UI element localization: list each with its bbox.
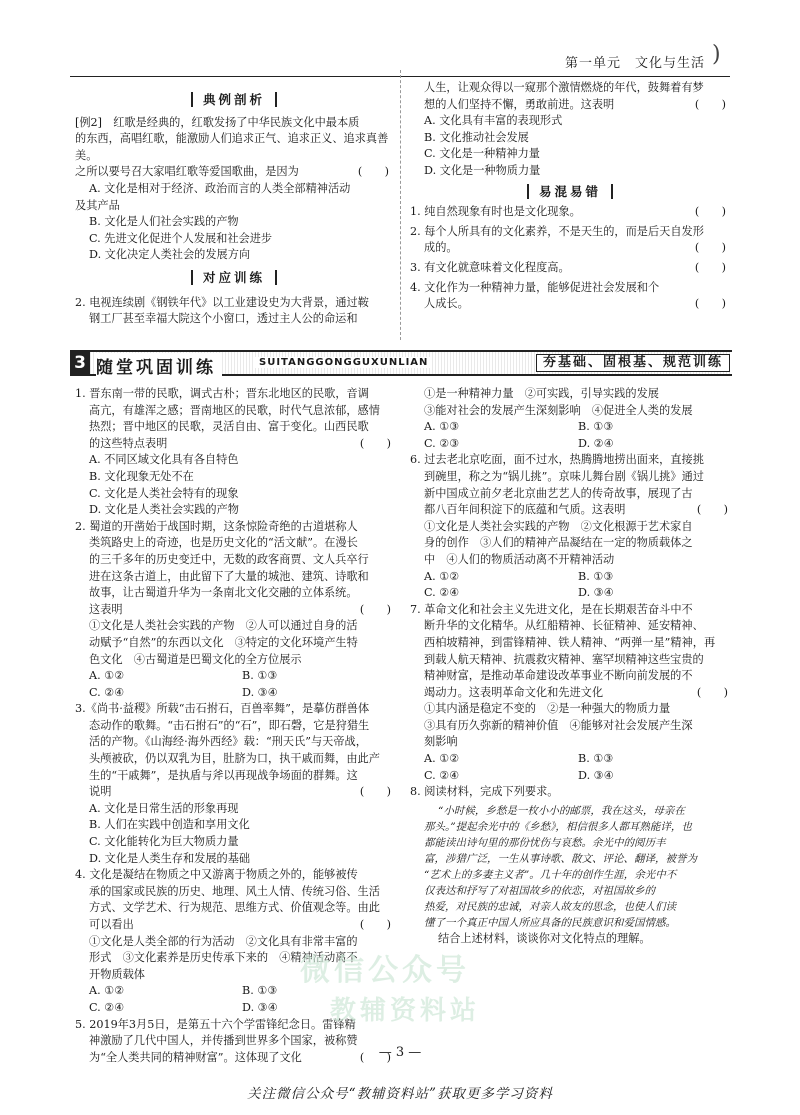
section-pinyin: SUITANGGONGGUXUNLIAN — [255, 357, 432, 368]
question-text: 态动作的歌舞。“击石拊石”的“石”，即石磬，它是狩猎生 — [89, 718, 370, 732]
question-text: 这表明 ( ) — [89, 602, 391, 616]
question-text: 的这些特点表明 ( ) — [89, 436, 391, 450]
question-3: 3.《尚书·益稷》所载“击石拊石，百兽率舞”，是摹仿群兽体 — [75, 702, 370, 716]
quote-line: “艺术上的多妻主义者”。几十年的创作生涯，余光中不 — [424, 868, 677, 881]
statement-options: 动赋予“自然”的东西以文化 ③特定的文化环境产生特 — [89, 635, 358, 649]
quote-line: 仅表达和抒写了对祖国故乡的依恋，对祖国故乡的 — [424, 884, 655, 897]
question-8: 8. 阅读材料，完成下列要求。 — [410, 785, 559, 799]
quote-line: 都能读出诗句里的那份忧伤与哀愁。余光中的阅历丰 — [424, 836, 666, 849]
question-text: 头颅被砍，仍以双乳为目，肚脐为口，执干戚而舞，由此产 — [89, 752, 380, 766]
footer-note: 关注微信公众号“教辅资料站”获取更多学习资料 — [247, 1086, 553, 1102]
quote-line: 懂了一个真正中国人所应具备的民族意识和爱国情感。 — [424, 916, 676, 929]
judge-item: 1. 纯自然现象有时也是文化现象。 ( ) — [410, 205, 726, 219]
question-text: 到载人航天精神、抗震救灾精神、塞罕坝精神这些宝贵的 — [424, 652, 704, 666]
question-text: 热烈；晋中地区的民歌，灵活自由、富于变化。山西民歌 — [89, 420, 369, 434]
question-text: 为“全人类共同的精神财富”。这体现了文化 ( ) — [89, 1050, 391, 1064]
judge-item: 2. 每个人所具有的文化素养，不是天生的，而是后天自发形 — [410, 224, 704, 238]
question-text: 进在这条古道上，由此留下了大量的城池、建筑、诗歌和 — [89, 569, 369, 583]
answer-options: C. ②④ D. ③④ — [89, 685, 278, 699]
question-text: 竭动力。这表明革命文化和先进文化 ( ) — [424, 685, 728, 699]
question-text: 都八百年间积淀下的底蕴和气质。这表明 ( ) — [424, 503, 728, 517]
question-6: 6. 过去老北京吃面，面不过水，热腾腾地捞出面来，直接挑 — [410, 453, 704, 467]
statement-options: ①文化是人类全部的行为活动 ②文化具有非常丰富的 — [89, 934, 358, 948]
option-b: B. 人们在实践中创造和享用文化 — [89, 818, 250, 832]
watermark-text: 教辅资料站 — [330, 996, 481, 1026]
statement-options: 刻影响 — [424, 735, 458, 749]
question-text: 类筑路史上的奇迹，也是历史文化的“活文献”。在漫长 — [89, 536, 358, 550]
judge-item: 4. 文化作为一种精神力量，能够促进社会发展和个 — [410, 280, 660, 294]
section-title: 随堂巩固训练 — [96, 353, 222, 378]
question-text: 到碗里，称之为“锅儿挑”。京味儿舞台剧《锅儿挑》通过 — [424, 469, 704, 483]
statement-options: ①是一种精神力量 ②可实践，引导实践的发展 — [424, 387, 659, 400]
statement-options: ③具有历久弥新的精神价值 ④能够对社会发展产生深 — [424, 718, 693, 732]
statement-options: 形式 ③文化素养是历史传承下来的 ④精神活动离不 — [89, 951, 358, 965]
section-title-common-errors: 易混易错 — [410, 184, 730, 201]
answer-options: A. ①② B. ①③ — [89, 984, 278, 998]
statement-options: 开物质载体 — [89, 967, 145, 981]
section-number: 3 — [70, 352, 90, 374]
answer-options: C. ②④ D. ③④ — [89, 1000, 278, 1014]
option-a: A. 不同区域文化具有各自特色 — [89, 453, 239, 467]
option-c: C. 文化是人类社会特有的现象 — [89, 486, 239, 500]
option-a: A. 文化是日常生活的形象再现 — [89, 801, 239, 815]
question-text: 可以看出 ( ) — [89, 918, 391, 931]
option-d: D. 文化是人类生存和发展的基础 — [89, 851, 251, 865]
option-d: D. 文化是一种物质力量 — [424, 163, 541, 177]
section-slogan: 夯基础、固根基、规范训练 — [536, 354, 730, 372]
quote-line: 热爱，对民族的忠诚，对亲人故友的思念，也使人们读 — [424, 900, 676, 913]
option-a: A. 文化具有丰富的表现形式 — [424, 114, 563, 128]
question-requirement: 结合上述材料，谈谈你对文化特点的理解。 — [438, 931, 651, 945]
example-text-line: [例2] 红歌是经典的，红歌发扬了中华民族文化中最本质 — [75, 115, 360, 129]
option-c: C. 文化能转化为巨大物质力量 — [89, 835, 239, 849]
watermark-text: 微信公众号 — [300, 953, 470, 988]
option-b: B. 文化推动社会发展 — [424, 130, 529, 144]
question-text: 钢工厂甚至幸福大院这个小窗口，透过主人公的命运和 — [89, 312, 358, 326]
judge-item-cont: 人成长。 ( ) — [424, 297, 726, 311]
statement-options: ①文化是人类社会实践的产物 ②人可以通过自身的活 — [89, 619, 358, 633]
question-text: 人生，让观众得以一窥那个激情燃烧的年代，鼓舞着有梦 — [424, 81, 704, 94]
option-c: C. 先进文化促进个人发展和社会进步 — [89, 231, 273, 245]
answer-options: C. ②③ D. ②④ — [424, 436, 614, 450]
option-d: D. 文化决定人类社会的发展方向 — [89, 248, 251, 262]
running-header: 第一单元 文化与生活 — [565, 56, 706, 71]
left-top-column — [75, 88, 393, 328]
statement-options: ①文化是人类社会实践的产物 ②文化根源于艺术家自 — [424, 519, 693, 533]
statement-options: ③能对社会的发展产生深刻影响 ④促进全人类的发展 — [424, 403, 693, 417]
statement-options: 身的创作 ③人们的精神产品凝结在一定的物质载体之 — [424, 536, 693, 550]
answer-options: A. ①③ B. ①③ — [424, 420, 614, 434]
example-text-line: 的东西，高唱红歌，能激励人们追求正气、追求正义、追求真善美。 — [75, 132, 389, 162]
question-7: 7. 革命文化和社会主义先进文化，是在长期艰苦奋斗中不 — [410, 602, 693, 616]
reading-material — [410, 803, 732, 931]
question-text: 生的“干戚舞”，是执盾与斧以再现战争场面的群舞。这 — [89, 768, 358, 782]
question-1: 1. 晋东南一带的民歌，调式古朴；晋东北地区的民歌，音调 — [75, 387, 369, 400]
question-text: 故事，让古蜀道升华为一条南北文化交融的立体系统。 — [89, 586, 358, 600]
answer-options: C. ②④ D. ③④ — [424, 586, 614, 600]
question-text: 想的人们坚持不懈，勇敢前进。这表明 ( ) — [424, 97, 726, 111]
judge-item: 3. 有文化就意味着文化程度高。 ( ) — [410, 260, 726, 274]
quote-line: 富，涉猎广泛，一生从事诗歌、散文、评论、翻译，被誉为 — [424, 852, 697, 865]
page-number: — 3 — — [378, 1045, 422, 1060]
question-text: 承的国家或民族的历史、地理、风土人情、传统习俗、生活 — [89, 884, 380, 898]
section-title-practice: 对应训练 — [75, 270, 393, 287]
question-text: 说明 ( ) — [89, 785, 391, 799]
question-2: 2. 蜀道的开凿始于战国时期，这条惊险奇绝的古道堪称人 — [75, 519, 358, 533]
option-d: D. 文化是人类社会实践的产物 — [89, 503, 239, 517]
question-text: 西柏坡精神，到雷锋精神、铁人精神、“两弹一星”精神，再 — [424, 635, 716, 649]
answer-options: A. ①② B. ①③ — [424, 569, 614, 583]
question-text: 活的产物。《山海经·海外西经》载：“刑天氏”与天帝战， — [89, 735, 367, 749]
example-text-line: 之所以要号召大家唱红歌等爱国歌曲，是因为 ( ) — [75, 165, 389, 179]
statement-options: 色文化 ④古蜀道是巴蜀文化的全方位展示 — [89, 652, 302, 666]
option-a-cont: 及其产品 — [75, 198, 120, 212]
answer-options: A. ①② B. ①③ — [89, 669, 278, 683]
column-divider — [400, 70, 401, 340]
section-banner — [70, 350, 732, 376]
quote-line: “小时候，乡愁是一枚小小的邮票，我在这头，母亲在 — [438, 804, 685, 817]
question-5: 5. 2019年3月5日，是第五十六个学雷锋纪念日。雷锋精 — [75, 1017, 356, 1031]
question-text: 2. 电视连续剧《钢铁年代》以工业建设史为大背景，通过鞍 — [75, 295, 369, 309]
question-text: 的三千多年的历史变迁中，无数的政客商贾、文人兵卒行 — [89, 552, 369, 566]
header-bracket-icon: ) — [712, 42, 721, 67]
question-text: 新中国成立前夕老北京曲艺艺人的传奇故事，展现了古 — [424, 486, 693, 500]
question-text: 方式、文学艺术、行为规范、思维方式、价值观念等。由此 — [89, 901, 380, 915]
judge-item-cont: 成的。 ( ) — [424, 241, 726, 255]
section-title-typical-examples: 典例剖析 — [75, 92, 393, 109]
option-c: C. 文化是一种精神力量 — [424, 147, 540, 161]
question-text: 神激励了几代中国人，并传播到世界多个国家，被称赞 — [89, 1034, 358, 1048]
right-bottom-column — [410, 386, 732, 947]
option-b: B. 文化是人们社会实践的产物 — [89, 215, 239, 229]
option-b: B. 文化现象无处不在 — [89, 469, 194, 483]
quote-line: 那头。”提起余光中的《乡愁》，相信很多人都耳熟能详，也 — [424, 820, 692, 833]
question-text: 断升华的文化精华。从红船精神、长征精神、延安精神、 — [424, 619, 704, 633]
right-top-column — [410, 80, 730, 313]
option-a: A. 文化是相对于经济、政治而言的人类全部精神活动 — [89, 181, 351, 195]
statement-options: ①其内涵是稳定不变的 ②是一种强大的物质力量 — [424, 702, 671, 716]
statement-options: 中 ④人们的物质活动离不开精神活动 — [424, 552, 615, 566]
question-4: 4. 文化是凝结在物质之中又游离于物质之外的，能够被传 — [75, 868, 358, 882]
answer-options: A. ①② B. ①③ — [424, 752, 614, 766]
question-text: 高亢，有雄浑之感；晋南地区的民歌，时代气息浓郁，感情 — [89, 403, 380, 417]
question-text: 精神财富，是推动革命建设改革事业不断向前发展的不 — [424, 669, 693, 683]
answer-options: C. ②④ D. ③④ — [424, 768, 614, 782]
